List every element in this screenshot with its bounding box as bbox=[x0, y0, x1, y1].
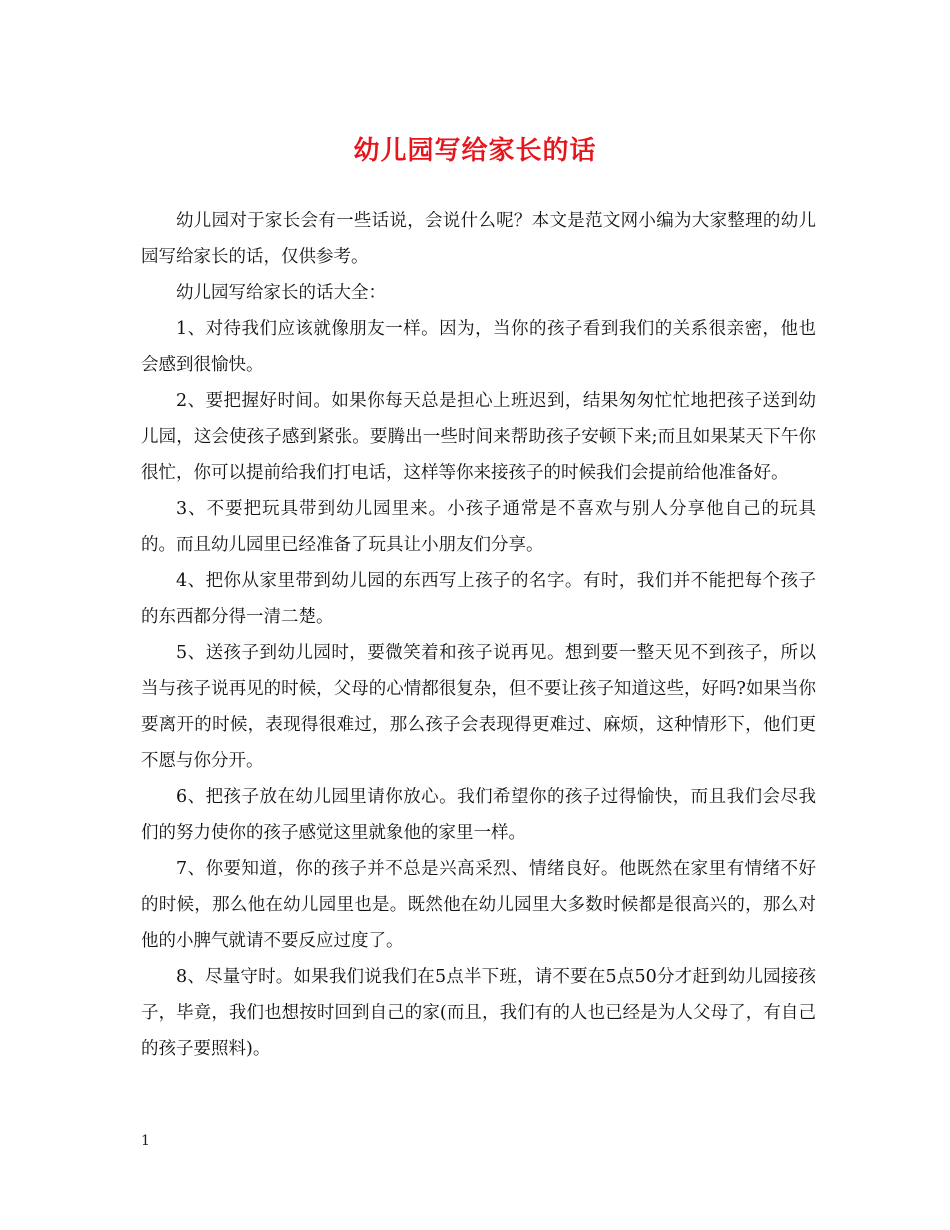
paragraph-item-7: 7、你要知道，你的孩子并不总是兴高采烈、情绪良好。他既然在家里有情绪不好的时候，那么他在幼儿园里也是。既然他在幼儿园里大多数时候都是很高兴的，那么对他的小脾气就请不要反应过度了。 bbox=[141, 859, 816, 951]
paragraph-item-1: 1、对待我们应该就像朋友一样。因为，当你的孩子看到我们的关系很亲密，他也会感到很愉快。 bbox=[141, 319, 816, 375]
paragraph-heading: 幼儿园写给家长的话大全： bbox=[176, 283, 386, 303]
paragraph-intro: 幼儿园对于家长会有一些话说，会说什么呢？本文是范文网小编为大家整理的幼儿园写给家长的话，仅供参考。 bbox=[141, 211, 816, 267]
paragraph-item-4: 4、把你从家里带到幼儿园的东西写上孩子的名字。有时，我们并不能把每个孩子的东西都分得一清二楚。 bbox=[141, 571, 816, 627]
paragraph-item-6: 6、把孩子放在幼儿园里请你放心。我们希望你的孩子过得愉快，而且我们会尽我们的努力使你的孩子感觉这里就象他的家里一样。 bbox=[141, 787, 816, 843]
document-body bbox=[141, 203, 816, 1067]
paragraph-item-2: 2、要把握好时间。如果你每天总是担心上班迟到，结果匆匆忙忙地把孩子送到幼儿园，这会使孩子感到紧张。要腾出一些时间来帮助孩子安顿下来;而且如果某天下午你很忙，你可以提前给我们打电话，这样等你来接孩子的时候我们会提前给他准备好。 bbox=[141, 391, 816, 483]
document-title: 幼儿园写给家长的话 bbox=[353, 136, 597, 166]
paragraph-item-8: 8、尽量守时。如果我们说我们在5点半下班，请不要在5点50分才赶到幼儿园接孩子，毕竟，我们也想按时回到自己的家(而且，我们有的人也已经是为人父母了，有自己的孩子要照料)。 bbox=[141, 967, 816, 1059]
page-number: 1 bbox=[141, 1133, 150, 1149]
paragraph-item-5: 5、送孩子到幼儿园时，要微笑着和孩子说再见。想到要一整天见不到孩子，所以当与孩子说再见的时候，父母的心情都很复杂，但不要让孩子知道这些，好吗?如果当你要离开的时候，表现得很难过，那么孩子会表现得更难过、麻烦，这种情形下，他们更不愿与你分开。 bbox=[141, 643, 816, 771]
paragraph-item-3: 3、不要把玩具带到幼儿园里来。小孩子通常是不喜欢与别人分享他自己的玩具的。而且幼儿园里已经准备了玩具让小朋友们分享。 bbox=[141, 499, 816, 555]
